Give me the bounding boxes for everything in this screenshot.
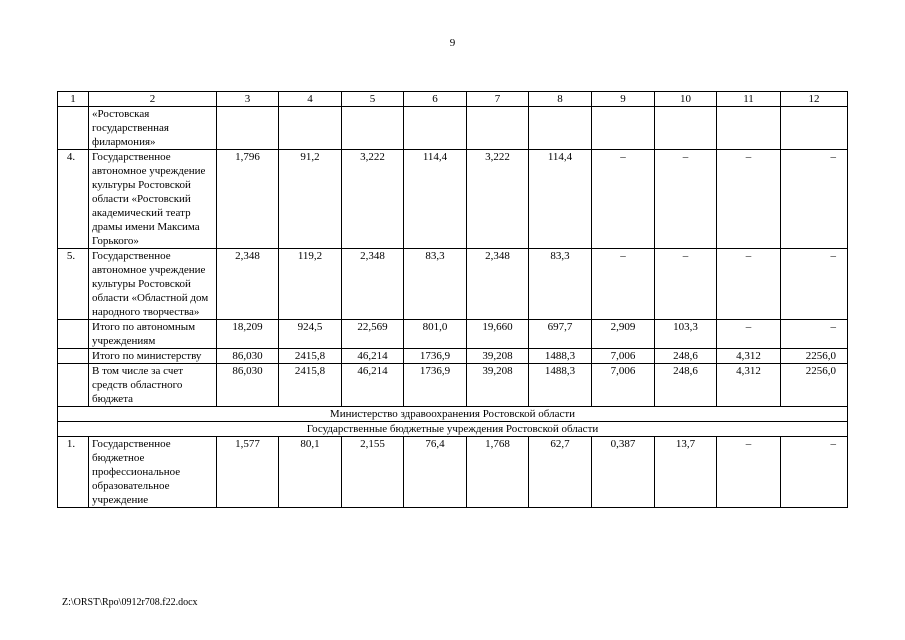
value-cell: 697,7	[529, 320, 592, 349]
value-cell: 1736,9	[404, 349, 467, 364]
value-cell: 19,660	[467, 320, 529, 349]
column-number-header: 12	[781, 92, 848, 107]
value-cell: 2,348	[217, 249, 279, 320]
section-heading-ministry-row	[58, 407, 848, 422]
value-cell: 1,768	[467, 437, 529, 508]
value-cell: 86,030	[217, 349, 279, 364]
value-cell: 91,2	[279, 150, 342, 249]
table-row	[58, 437, 848, 508]
value-cell: –	[592, 249, 655, 320]
value-cell: 1488,3	[529, 349, 592, 364]
value-cell: 83,3	[529, 249, 592, 320]
value-cell: 22,569	[342, 320, 404, 349]
value-cell: –	[717, 150, 781, 249]
value-cell: 62,7	[529, 437, 592, 508]
value-cell: 103,3	[655, 320, 717, 349]
value-cell: 46,214	[342, 349, 404, 364]
value-cell: 924,5	[279, 320, 342, 349]
value-cell: 1,577	[217, 437, 279, 508]
value-cell: 119,2	[279, 249, 342, 320]
value-cell	[404, 107, 467, 150]
table-row	[58, 249, 848, 320]
row-number-cell: 1.	[58, 437, 89, 508]
institution-name-cell: Итого по министерству	[89, 349, 217, 364]
value-cell	[529, 107, 592, 150]
column-number-header: 11	[717, 92, 781, 107]
column-number-header-row	[58, 92, 848, 107]
value-cell: –	[717, 437, 781, 508]
budget-table	[57, 91, 848, 508]
section-heading-institutions: Государственные бюджетные учреждения Ростовской области	[58, 422, 848, 437]
value-cell: –	[781, 150, 848, 249]
value-cell: 76,4	[404, 437, 467, 508]
column-number-header: 7	[467, 92, 529, 107]
table-row	[58, 320, 848, 349]
value-cell: 0,387	[592, 437, 655, 508]
row-number-cell: 4.	[58, 150, 89, 249]
value-cell	[655, 107, 717, 150]
column-number-header: 10	[655, 92, 717, 107]
value-cell: –	[655, 249, 717, 320]
row-number-cell	[58, 107, 89, 150]
value-cell: 114,4	[404, 150, 467, 249]
column-number-header: 6	[404, 92, 467, 107]
institution-name-cell: В том числе за счет средств областного бюджета	[89, 364, 217, 407]
column-number-header: 4	[279, 92, 342, 107]
value-cell: 248,6	[655, 349, 717, 364]
value-cell: 801,0	[404, 320, 467, 349]
value-cell: 46,214	[342, 364, 404, 407]
value-cell: 4,312	[717, 364, 781, 407]
value-cell: 2,155	[342, 437, 404, 508]
value-cell: 7,006	[592, 349, 655, 364]
row-number-cell	[58, 320, 89, 349]
value-cell: 2256,0	[781, 349, 848, 364]
value-cell	[592, 107, 655, 150]
value-cell: –	[781, 249, 848, 320]
institution-name-cell: «Ростовская государственная филармония»	[89, 107, 217, 150]
value-cell: 2,348	[342, 249, 404, 320]
value-cell: 7,006	[592, 364, 655, 407]
institution-name-cell: Итого по автономным учреждениям	[89, 320, 217, 349]
table-row	[58, 107, 848, 150]
value-cell	[781, 107, 848, 150]
institution-name-cell: Государственное бюджетное профессиональное образовательное учреждение	[89, 437, 217, 508]
value-cell	[717, 107, 781, 150]
value-cell: –	[592, 150, 655, 249]
value-cell: –	[655, 150, 717, 249]
column-number-header: 3	[217, 92, 279, 107]
value-cell: 2,909	[592, 320, 655, 349]
value-cell: 2415,8	[279, 364, 342, 407]
value-cell: 80,1	[279, 437, 342, 508]
column-number-header: 2	[89, 92, 217, 107]
value-cell: –	[717, 249, 781, 320]
value-cell: 3,222	[467, 150, 529, 249]
value-cell: 248,6	[655, 364, 717, 407]
value-cell: 2415,8	[279, 349, 342, 364]
row-number-cell: 5.	[58, 249, 89, 320]
value-cell: 2256,0	[781, 364, 848, 407]
value-cell: 13,7	[655, 437, 717, 508]
value-cell: 83,3	[404, 249, 467, 320]
value-cell	[279, 107, 342, 150]
value-cell: 1736,9	[404, 364, 467, 407]
value-cell: 114,4	[529, 150, 592, 249]
value-cell	[217, 107, 279, 150]
value-cell	[342, 107, 404, 150]
value-cell: 18,209	[217, 320, 279, 349]
column-number-header: 9	[592, 92, 655, 107]
table-row	[58, 150, 848, 249]
footer-file-path: Z:\ORST\Rpo\0912r708.f22.docx	[62, 597, 198, 608]
value-cell: 1488,3	[529, 364, 592, 407]
table-row	[58, 349, 848, 364]
column-number-header: 5	[342, 92, 404, 107]
institution-name-cell: Государственное автономное учреждение культуры Ростовской области «Областной дом народного творчества»	[89, 249, 217, 320]
value-cell: –	[781, 320, 848, 349]
value-cell: 39,208	[467, 364, 529, 407]
value-cell: 39,208	[467, 349, 529, 364]
value-cell: 1,796	[217, 150, 279, 249]
value-cell: 3,222	[342, 150, 404, 249]
institution-name-cell: Государственное автономное учреждение культуры Ростовской области «Ростовский академический театр драмы имени Максима Горького»	[89, 150, 217, 249]
row-number-cell	[58, 364, 89, 407]
section-heading-ministry: Министерство здравоохранения Ростовской области	[58, 407, 848, 422]
column-number-header: 1	[58, 92, 89, 107]
value-cell: 2,348	[467, 249, 529, 320]
value-cell: 4,312	[717, 349, 781, 364]
value-cell: 86,030	[217, 364, 279, 407]
value-cell	[467, 107, 529, 150]
table-row	[58, 364, 848, 407]
section-heading-institutions-row	[58, 422, 848, 437]
row-number-cell	[58, 349, 89, 364]
value-cell: –	[717, 320, 781, 349]
value-cell: –	[781, 437, 848, 508]
column-number-header: 8	[529, 92, 592, 107]
page-number: 9	[449, 37, 456, 49]
table-body	[58, 92, 848, 508]
